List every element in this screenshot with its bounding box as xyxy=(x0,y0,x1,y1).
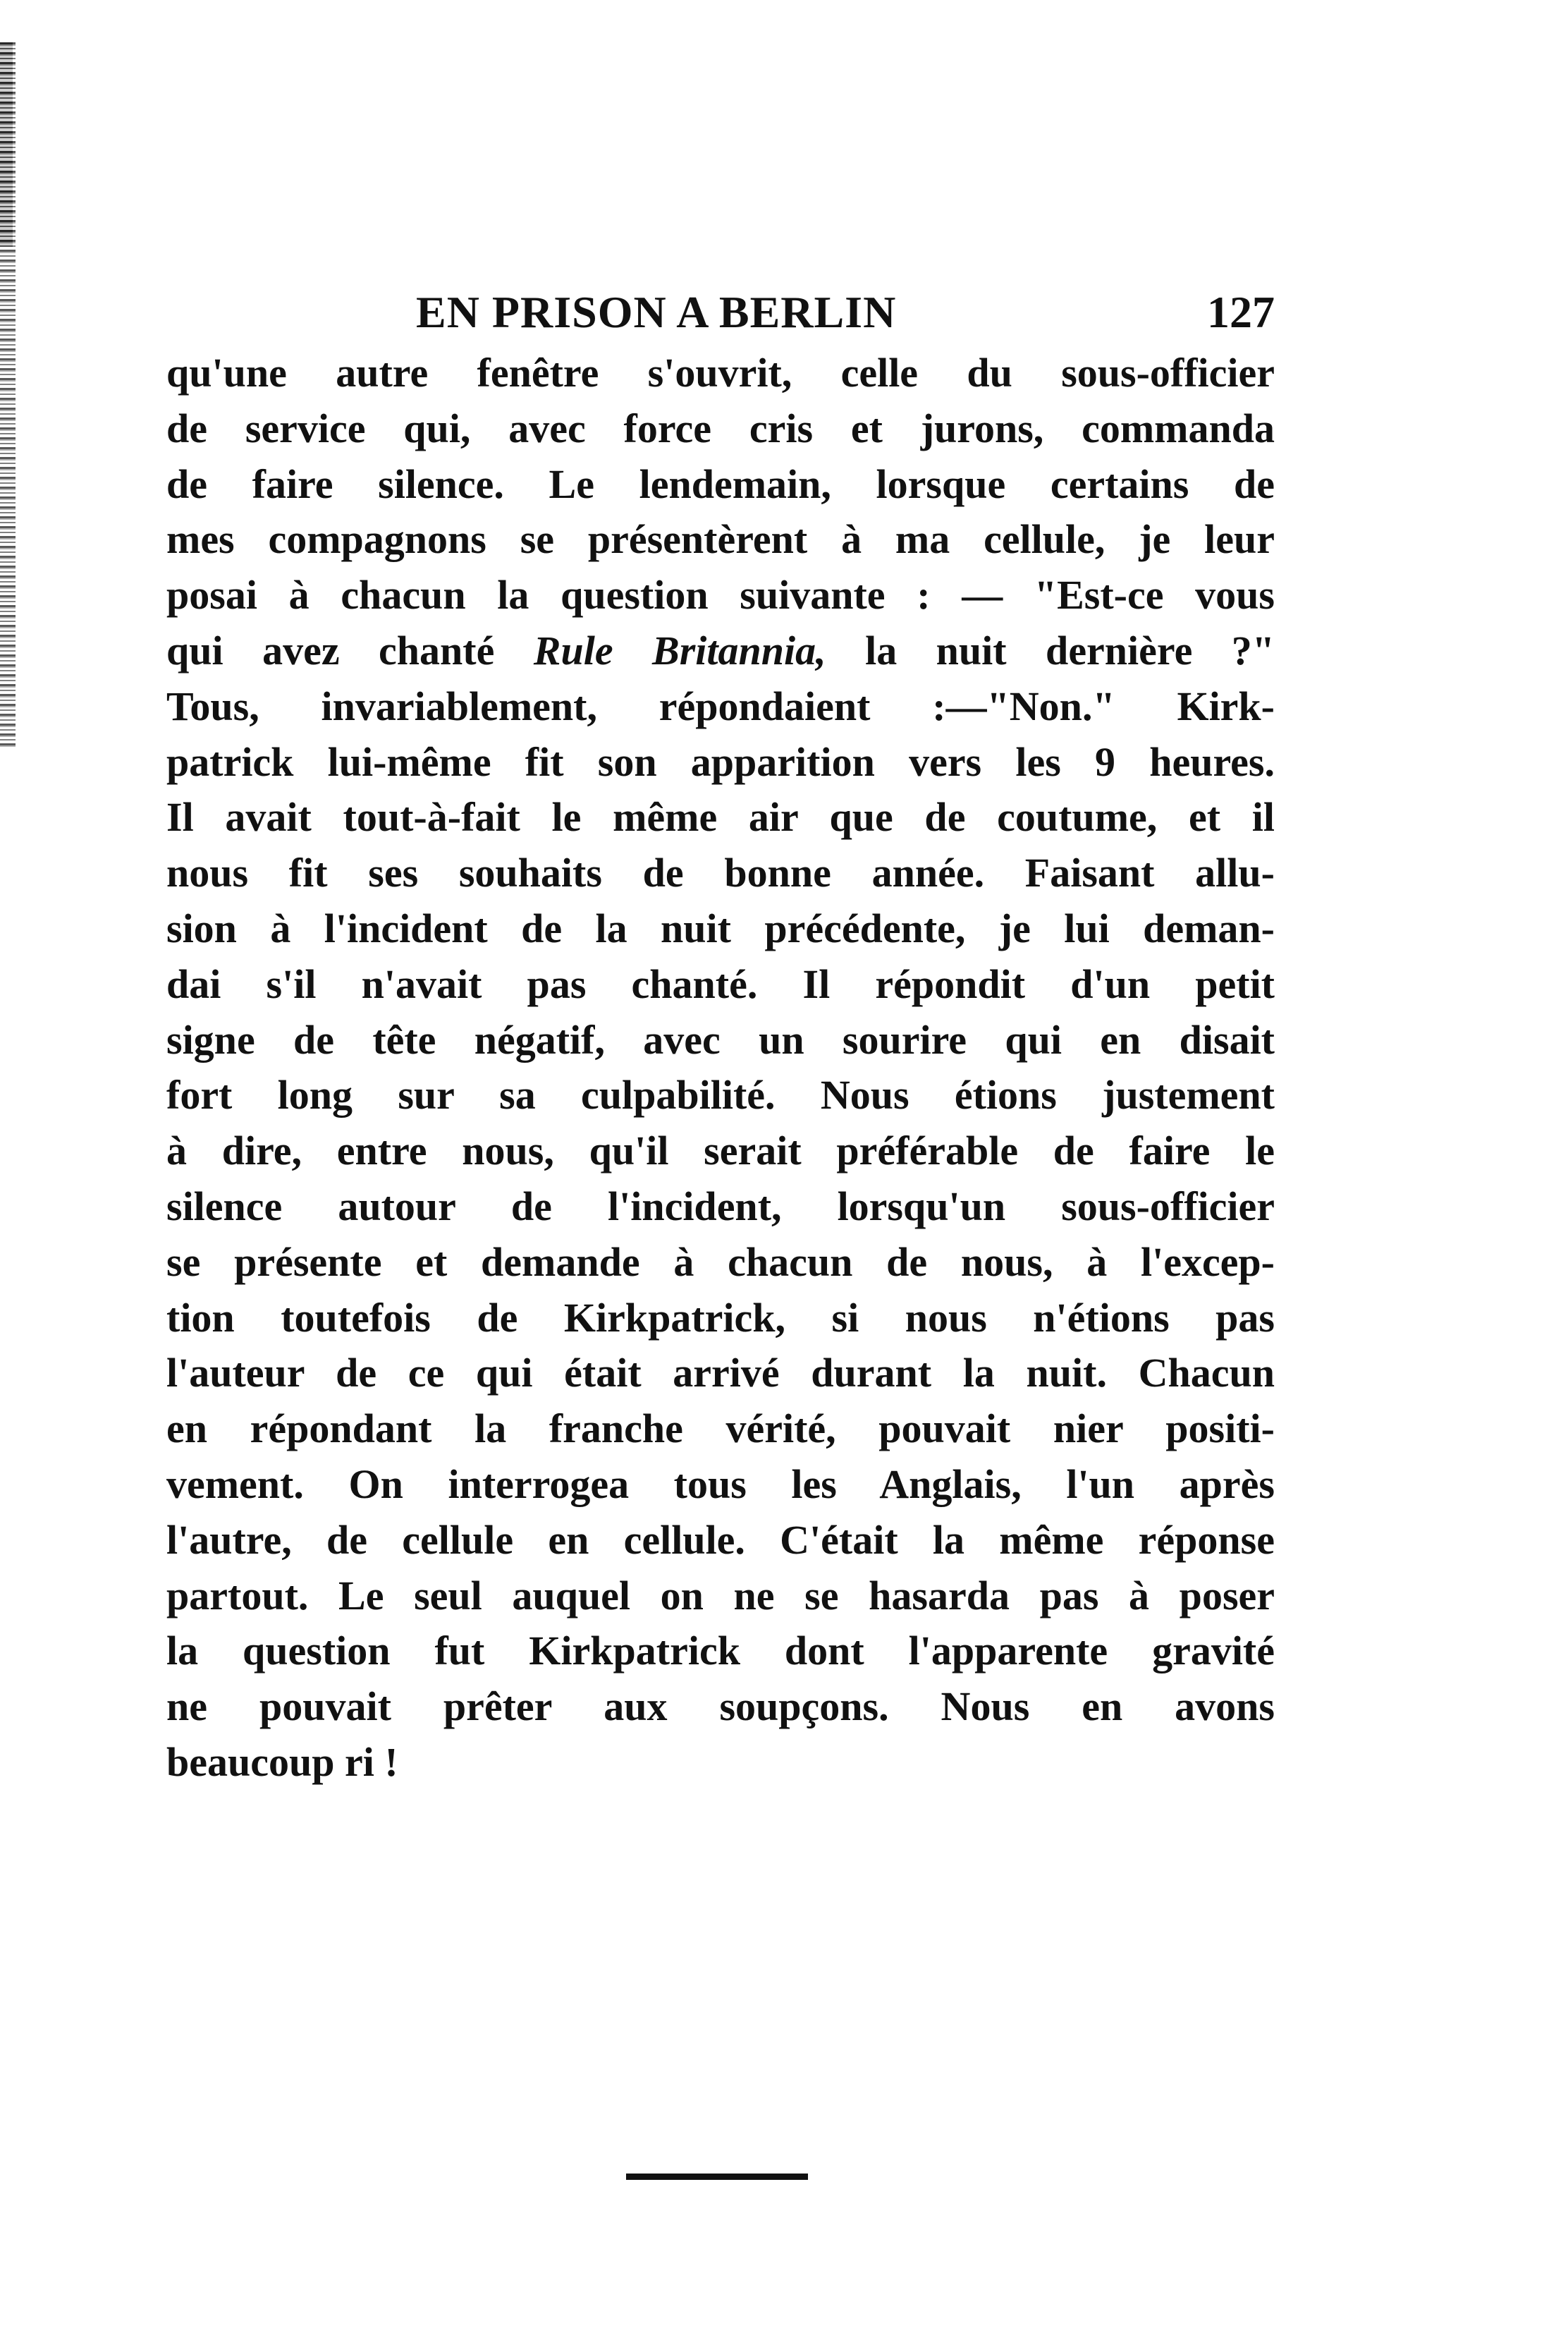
text-line: Tous, invariablement, répondaient :—"Non." Kirk- xyxy=(166,683,1275,729)
text-line: se présente et demande à chacun de nous, à l'excep- xyxy=(166,1238,1275,1285)
text-line: Il avait tout-à-fait le même air que de coutume, et il xyxy=(166,794,1275,841)
text-line: à dire, entre nous, qu'il serait préférable de faire le xyxy=(166,1128,1275,1174)
text-line: en répondant la franche vérité, pouvait nier positi- xyxy=(166,1406,1275,1452)
text-line: sion à l'incident de la nuit précédente, je lui deman- xyxy=(166,905,1275,951)
running-title: EN PRISON A BERLIN xyxy=(416,287,897,337)
text-line: la question fut Kirkpatrick dont l'apparente gravité xyxy=(166,1628,1275,1674)
text-line: silence autour de l'incident, lorsqu'un sous-officier xyxy=(166,1183,1275,1229)
text-line: signe de tête négatif, avec un sourire qui en disait xyxy=(166,1016,1275,1063)
text-line: ne pouvait prêter aux soupçons. Nous en avons xyxy=(166,1683,1275,1730)
page-header xyxy=(416,281,1275,344)
text-line: partout. Le seul auquel on ne se hasarda pas à poser xyxy=(166,1572,1275,1618)
text-segment: la nuit dernière ?" xyxy=(865,627,1275,673)
text-line: patrick lui-même fit son apparition vers les 9 heures. xyxy=(166,738,1275,785)
text-line: fort long sur sa culpabilité. Nous étions justement xyxy=(166,1072,1275,1118)
text-line-with-italic-title xyxy=(166,623,1275,679)
text-line: l'auteur de ce qui était arrivé durant la nuit. Chacun xyxy=(166,1350,1275,1396)
text-line: mes compagnons se présentèrent à ma cellule, je leur xyxy=(166,516,1275,563)
text-line: dai s'il n'avait pas chanté. Il répondit d'un petit xyxy=(166,961,1275,1007)
text-segment: qui avez chanté xyxy=(166,627,495,673)
text-line: qu'une autre fenêtre s'ouvrit, celle du sous-officier xyxy=(166,350,1275,396)
text-line: l'autre, de cellule en cellule. C'était la même réponse xyxy=(166,1516,1275,1563)
text-line: posai à chacun la question suivante : — "Est-ce vous xyxy=(166,572,1275,618)
text-line: de service qui, avec force cris et jurons, commanda xyxy=(166,405,1275,451)
text-line: de faire silence. Le lendemain, lorsque certains de xyxy=(166,461,1275,507)
end-of-chapter-rule xyxy=(626,2174,808,2180)
text-line: nous fit ses souhaits de bonne année. Faisant allu- xyxy=(166,850,1275,896)
scan-edge-artifact xyxy=(0,42,16,748)
text-line: beaucoup ri ! xyxy=(166,1738,398,1785)
song-title-italic: Rule Britannia, xyxy=(533,627,826,673)
body-paragraph xyxy=(166,346,1275,1791)
text-line: vement. On interrogea tous les Anglais, l'un après xyxy=(166,1461,1275,1507)
page-number: 127 xyxy=(1207,287,1275,337)
text-line: tion toutefois de Kirkpatrick, si nous n'étions pas xyxy=(166,1294,1275,1341)
